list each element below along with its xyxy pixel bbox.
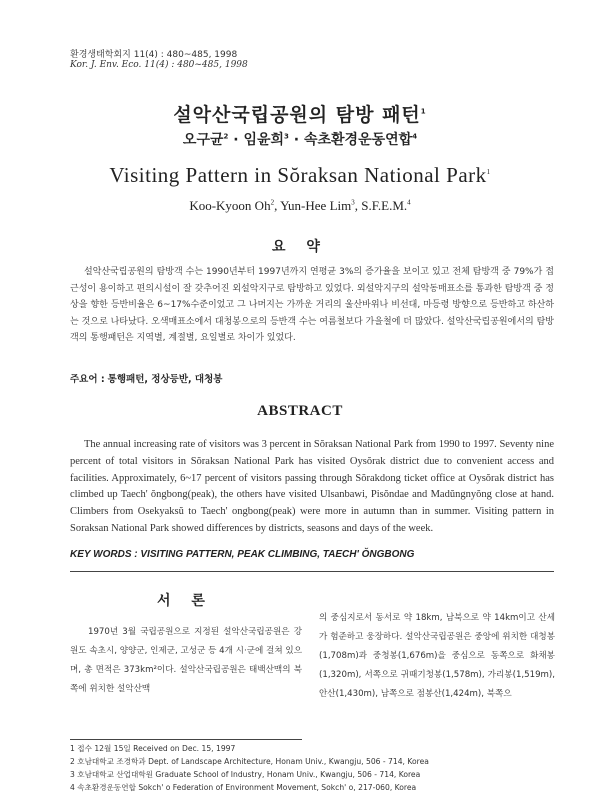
abstract-korean-heading: 요 약 bbox=[272, 239, 328, 255]
title-ko-footnote-mark: 1 bbox=[420, 107, 427, 116]
author-ko-name: 임윤희 bbox=[243, 132, 285, 148]
title-en-footnote-mark: 1 bbox=[486, 168, 491, 176]
title-en-text: Visiting Pattern in Sŏraksan National Park bbox=[109, 163, 487, 187]
paper-title-english bbox=[0, 163, 600, 188]
author-en-name: S.F.E.M. bbox=[361, 198, 408, 213]
author-en-footnote-mark: 3 bbox=[351, 198, 355, 207]
journal-header-english: Kor. J. Env. Eco. 11(4) : 480~485, 1998 bbox=[70, 60, 248, 70]
author-separator: · bbox=[233, 132, 239, 148]
footnote: 1 접수 12월 15일 Received on Dec. 15, 1997 bbox=[70, 744, 236, 753]
keywords-korean-list: 통행패턴, 정상등반, 대청봉 bbox=[107, 374, 223, 385]
author-ko-name: 오구균 bbox=[182, 132, 224, 148]
paper-title-korean bbox=[0, 100, 600, 127]
author-en-footnote-mark: 4 bbox=[407, 198, 411, 207]
keywords-korean bbox=[70, 371, 222, 385]
footnote: 2 호남대학교 조경학과 Dept. of Landscape Architecture, Honam Univ., Kwangju, 506 - 714, Korea bbox=[70, 757, 429, 766]
footnote: 3 호남대학교 산업대학원 Graduate School of Industry, Honam Univ., Kwangju, 506 - 714, Korea bbox=[70, 770, 421, 779]
author-en-name: Koo-Kyoon Oh bbox=[189, 198, 271, 213]
author-en-name: Yun-Hee Lim bbox=[280, 198, 352, 213]
introduction-left-column: 1970년 3월 국립공원으로 지정된 설악산국립공원은 강원도 속초시, 양양군, 인제군, 고성군 등 4개 시·군에 걸쳐 있으며, 총 면적은 373km²이다. 설악산국립공원은 태백산맥의 북쪽에 위치한 설악산맥 bbox=[70, 627, 302, 694]
introduction-heading: 서 론 bbox=[157, 593, 213, 609]
authors-korean bbox=[0, 129, 600, 149]
abstract-english-heading: ABSTRACT bbox=[257, 403, 343, 419]
title-ko-text: 설악산국립공원의 탐방 패턴 bbox=[173, 104, 421, 126]
author-separator: · bbox=[293, 132, 300, 148]
author-ko-name: 속초환경운동연합 bbox=[303, 132, 413, 148]
author-ko-footnote-mark: 2 bbox=[223, 132, 229, 141]
author-en-footnote-mark: 2 bbox=[270, 198, 275, 207]
authors-english: Koo-Kyoon Oh$^2$, Yun-Hee Lim$^3$, S.F.E.M.$^4$ bbox=[189, 198, 411, 213]
author-ko-footnote-mark: 4 bbox=[412, 132, 418, 141]
keywords-english: KEY WORDS : VISITING PATTERN, PEAK CLIMBING, TAECH' ŎNGBONG bbox=[70, 549, 415, 560]
keywords-korean-label: 주요어 : bbox=[70, 374, 105, 385]
footnote: 4 속초환경운동연합 Sokch' o Federation of Environment Movement, Sokch' o, 217-060, Korea bbox=[70, 783, 417, 792]
author-ko-footnote-mark: 3 bbox=[284, 132, 289, 141]
abstract-english-body: The annual increasing rate of visitors was 3 percent in Sŏraksan National Park from 1990 to 1997. Seventy nine percent of total visitors in Sŏraksan National Park has visited Oysŏrak district due to convenient access and facilities. Approximately, 6~17 percent of visitors passing through Sŏrakdong ticket office at Oysŏrak district has climbed up Taech' ŏngbong(peak), the others have visited Ulsanbawi, Pisŏndae and Madŭngnyŏng close at hand. Climbers from Osekyaksŭ to Taech' ongbong(peak) were more in autumn than in summer. Visiting pattern in Soraksan National Park showed differences by districts, seasons and days of the week. bbox=[70, 439, 554, 534]
introduction-right-column: 의 중심지로서 동서로 약 18km, 남북으로 약 14km이고 산세가 험준하고 웅장하다. 설악산국립공원은 중앙에 위치한 대청봉(1,708m)과 중청봉(1,676m)을 중심으로 동쪽으로 화채봉(1,320m), 서쪽으로 귀때기청봉(1,578m), 가리봉(1,519m), 안산(1,430m), 남쪽으로 점봉산(1,424m), 북쪽으 bbox=[319, 613, 555, 699]
section-divider bbox=[70, 571, 554, 572]
abstract-korean-body: 설악산국립공원의 탐방객 수는 1990년부터 1997년까지 연평균 3%의 증가율을 보이고 있고 전체 탐방객 중 79%가 접근성이 용이하고 편의시설이 잘 갖추어진 외설악지구로 탐방하고 있었다. 외설악지구의 설악동매표소를 통과한 탐방객 중 정상을 향한 등반비율은 6~17%수준이었고 그 나머지는 가까운 거리의 울산바위나 비선대, 마등령 방향으로 등반하고 하산하는 것으로 나타났다. 오색매표소에서 대청봉으로의 등반객 수는 여름철보다 가을철에 더 많았다. 설악산국립공원에서의 탐방객의 통행패턴은 지역별, 계절별, 요일별로 차이가 있었다. bbox=[70, 267, 554, 343]
journal-header-korean: 환경생태학회지 11(4) : 480~485, 1998 bbox=[70, 50, 238, 60]
footnote-divider bbox=[70, 739, 302, 740]
